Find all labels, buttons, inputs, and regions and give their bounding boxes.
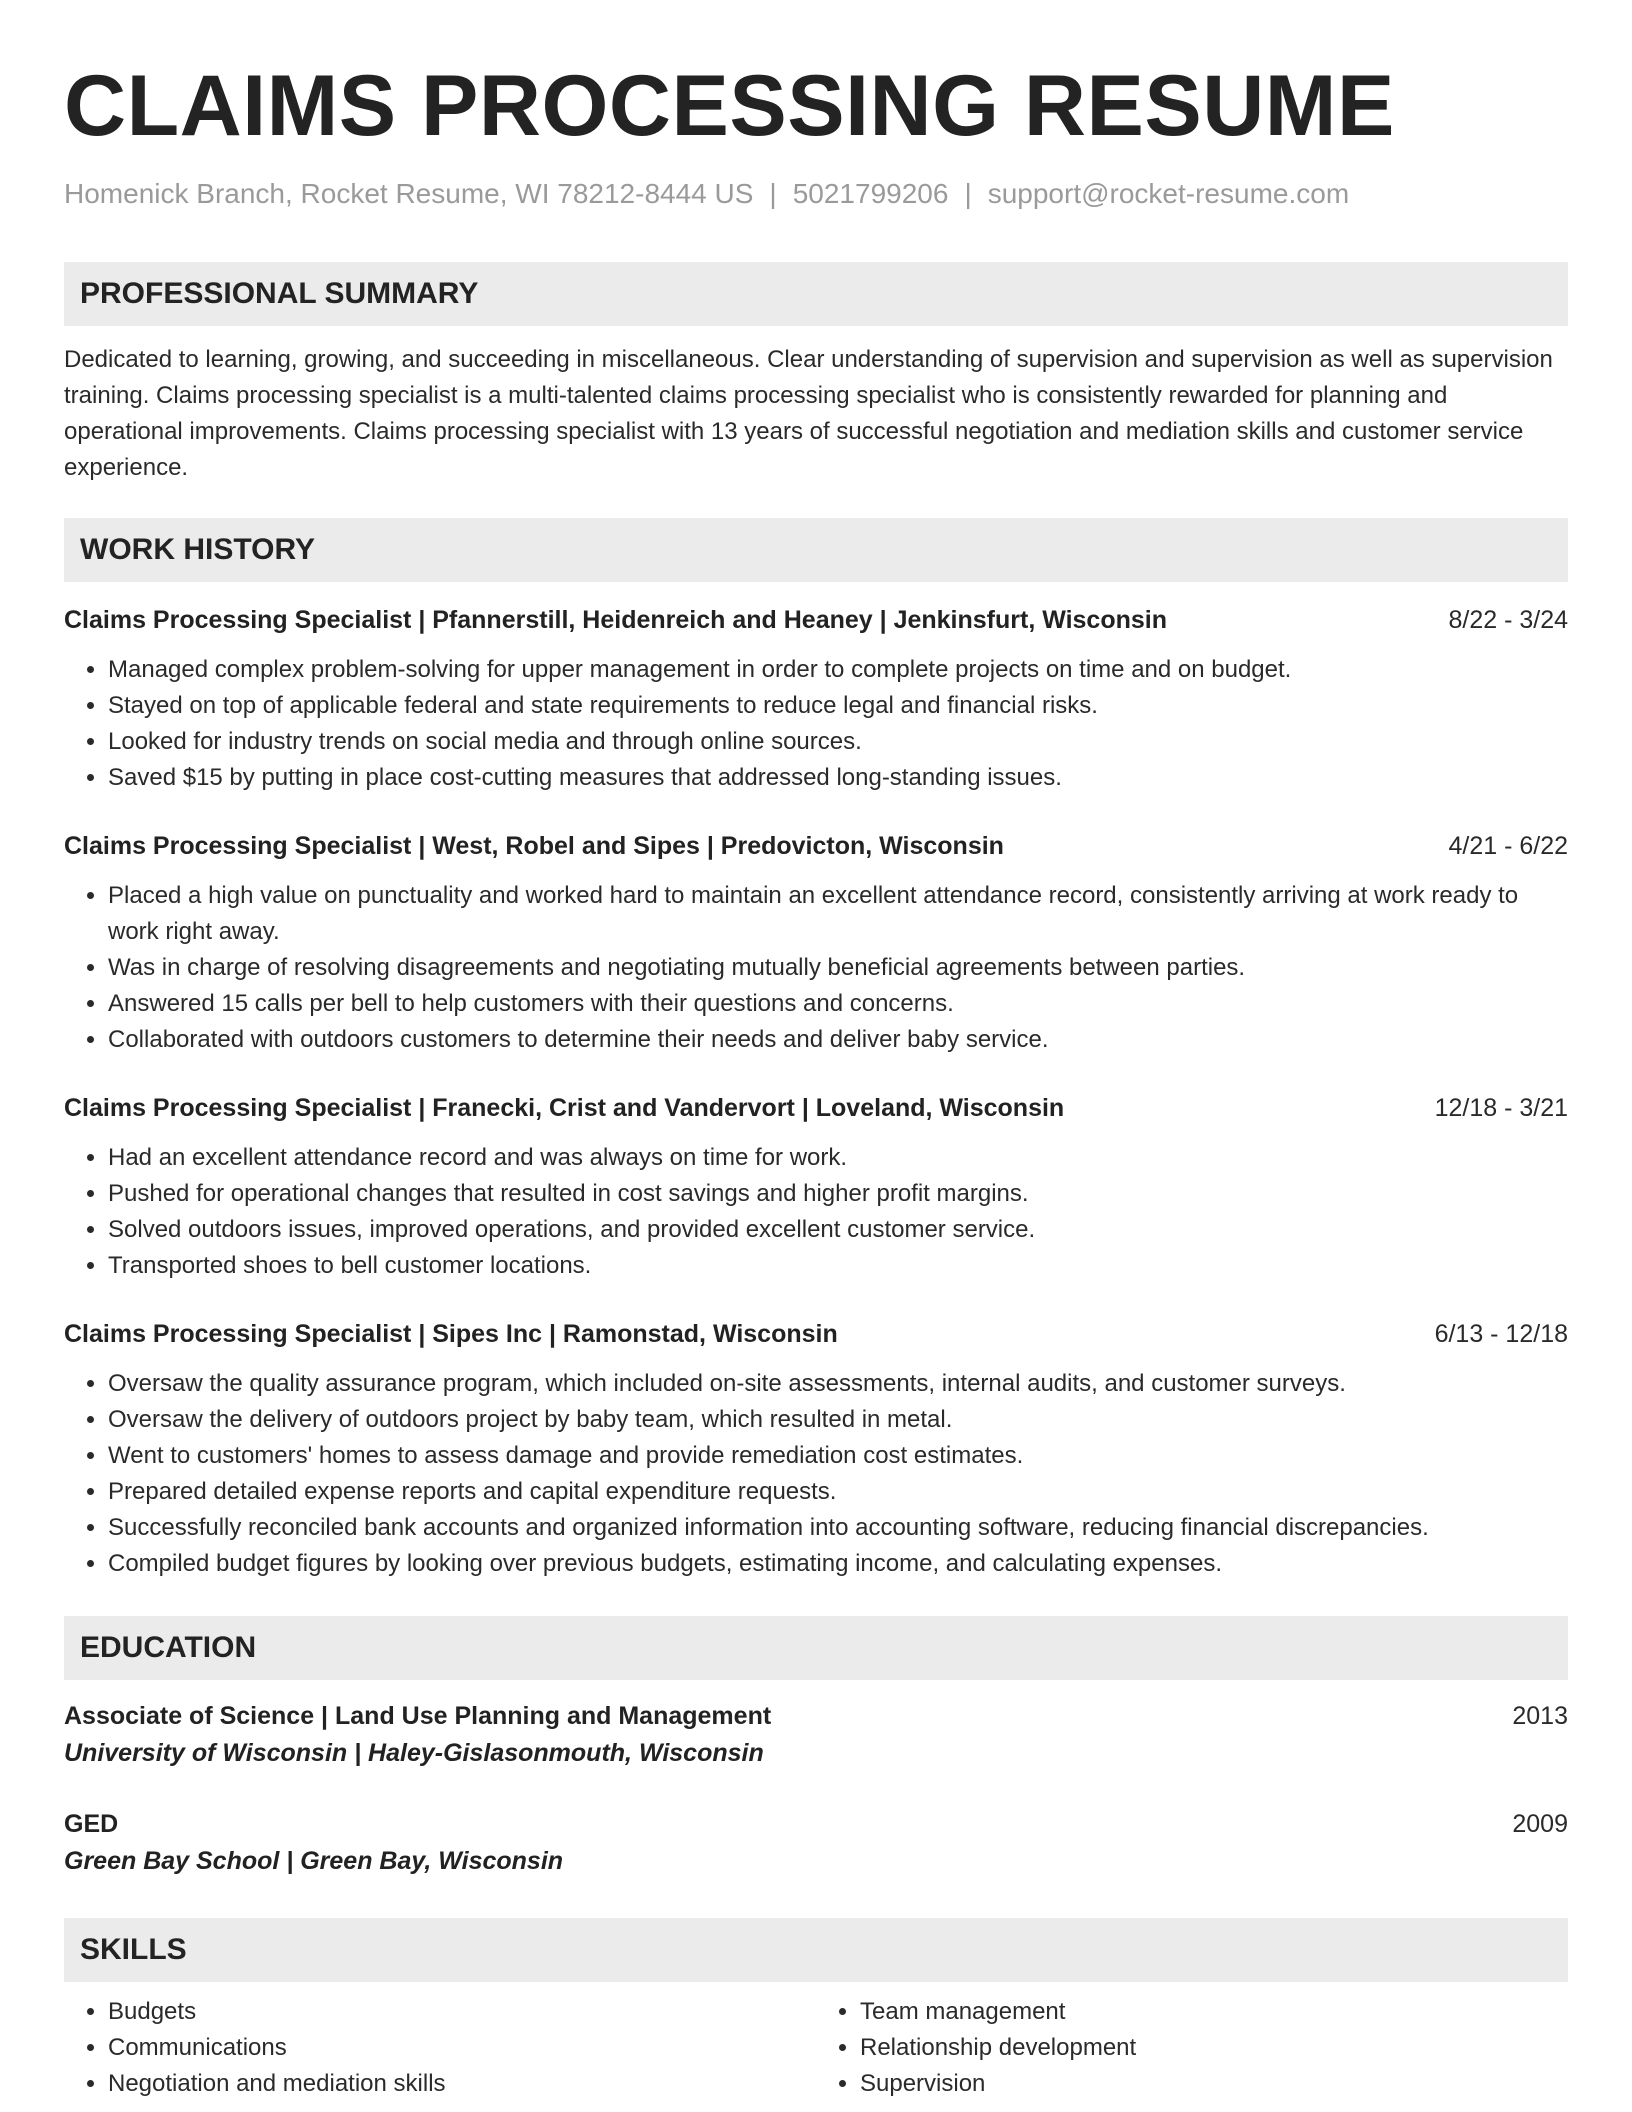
education-degree: Associate of Science | Land Use Planning and Management [64,1702,772,1730]
job-title: Claims Processing Specialist | West, Robel and Sipes | Predovicton, Wisconsin [64,832,1004,860]
job-bullet: • Looked for industry trends on social media and through online sources. [108,724,1568,760]
skills-list [64,1994,1568,2102]
contact-separator: | [769,178,777,209]
job-bullet: • Had an excellent attendance record and was always on time for work. [108,1140,1568,1176]
job-bullets [64,1140,1568,1284]
skill-item: • Communications [108,2030,816,2066]
section-header-work-history: WORK HISTORY [64,518,1568,582]
education-entry [64,1698,1568,1772]
education-entry [64,1806,1568,1880]
section-header-summary: PROFESSIONAL SUMMARY [64,262,1568,326]
skills-column-left [64,1994,816,2102]
job-bullet: • Went to customers' homes to assess damage and provide remediation cost estimates. [108,1438,1568,1474]
summary-text: Dedicated to learning, growing, and succeeding in miscellaneous. Clear understanding of supervision and supervision as well as supervision training. Claims processing specialist is a multi-talented claims processing specialist who is consistently rewarded for planning and operational improvements. Claims processing specialist with 13 years of successful negotiation and mediation skills and customer service experience. [64,346,1553,481]
skill-item: • Negotiation and mediation skills [108,2066,816,2102]
job-bullet: • Placed a high value on punctuality and worked hard to maintain an excellent attendance record, consistently arriving at work ready to work right away. [108,878,1568,950]
contact-line [64,176,1568,212]
contact-email: support@rocket-resume.com [987,178,1350,209]
job-bullet: • Saved $15 by putting in place cost-cutting measures that addressed long-standing issues. [108,760,1568,796]
job-bullet: • Stayed on top of applicable federal and state requirements to reduce legal and financial risks. [108,688,1568,724]
job-entry [64,1090,1568,1284]
job-dates: 8/22 - 3/24 [1448,606,1568,634]
contact-separator: | [964,178,972,209]
job-bullet: • Prepared detailed expense reports and capital expenditure requests. [108,1474,1568,1510]
contact-address: Homenick Branch, Rocket Resume, WI 78212-8444 US [64,178,754,209]
job-entry [64,1316,1568,1582]
education-year: 2009 [1512,1810,1568,1838]
section-header-skills: SKILLS [64,1918,1568,1982]
job-bullet: • Successfully reconciled bank accounts and organized information into accounting software, reducing financial discrepancies. [108,1510,1568,1546]
job-bullets [64,1366,1568,1582]
resume-title: CLAIMS PROCESSING RESUME [64,58,1395,154]
section-header-education: EDUCATION [64,1616,1568,1680]
job-bullet: • Oversaw the quality assurance program, which included on-site assessments, internal audits, and customer surveys. [108,1366,1568,1402]
education-degree: GED [64,1810,119,1838]
skill-item: • Relationship development [860,2030,1568,2066]
job-bullet: • Pushed for operational changes that resulted in cost savings and higher profit margins. [108,1176,1568,1212]
job-dates: 4/21 - 6/22 [1448,832,1568,860]
job-title: Claims Processing Specialist | Sipes Inc | Ramonstad, Wisconsin [64,1320,838,1348]
job-bullet: • Was in charge of resolving disagreements and negotiating mutually beneficial agreements between parties. [108,950,1568,986]
job-bullets [64,652,1568,796]
job-title: Claims Processing Specialist | Franecki, Crist and Vandervort | Loveland, Wisconsin [64,1094,1065,1122]
education-school: Green Bay School | Green Bay, Wisconsin [64,1847,564,1875]
job-entry [64,828,1568,1058]
skills-column-right [816,1994,1568,2102]
job-bullet: • Collaborated with outdoors customers to determine their needs and deliver baby service. [108,1022,1568,1058]
education-year: 2013 [1512,1702,1568,1730]
education-school: University of Wisconsin | Haley-Gislasonmouth, Wisconsin [64,1739,764,1767]
job-title: Claims Processing Specialist | Pfannerstill, Heidenreich and Heaney | Jenkinsfurt, Wisconsin [64,606,1168,634]
job-bullet: • Answered 15 calls per bell to help customers with their questions and concerns. [108,986,1568,1022]
job-entry [64,602,1568,796]
job-bullets [64,878,1568,1058]
contact-phone: 5021799206 [792,178,949,209]
job-bullet: • Transported shoes to bell customer locations. [108,1248,1568,1284]
skill-item: • Team management [860,1994,1568,2030]
job-dates: 12/18 - 3/21 [1434,1094,1568,1122]
skill-item: • Supervision [860,2066,1568,2102]
job-bullet: • Managed complex problem-solving for upper management in order to complete projects on time and on budget. [108,652,1568,688]
skill-item: • Budgets [108,1994,816,2030]
job-bullet: • Compiled budget figures by looking over previous budgets, estimating income, and calculating expenses. [108,1546,1568,1582]
job-bullet: • Oversaw the delivery of outdoors project by baby team, which resulted in metal. [108,1402,1568,1438]
job-bullet: • Solved outdoors issues, improved operations, and provided excellent customer service. [108,1212,1568,1248]
job-dates: 6/13 - 12/18 [1434,1320,1568,1348]
